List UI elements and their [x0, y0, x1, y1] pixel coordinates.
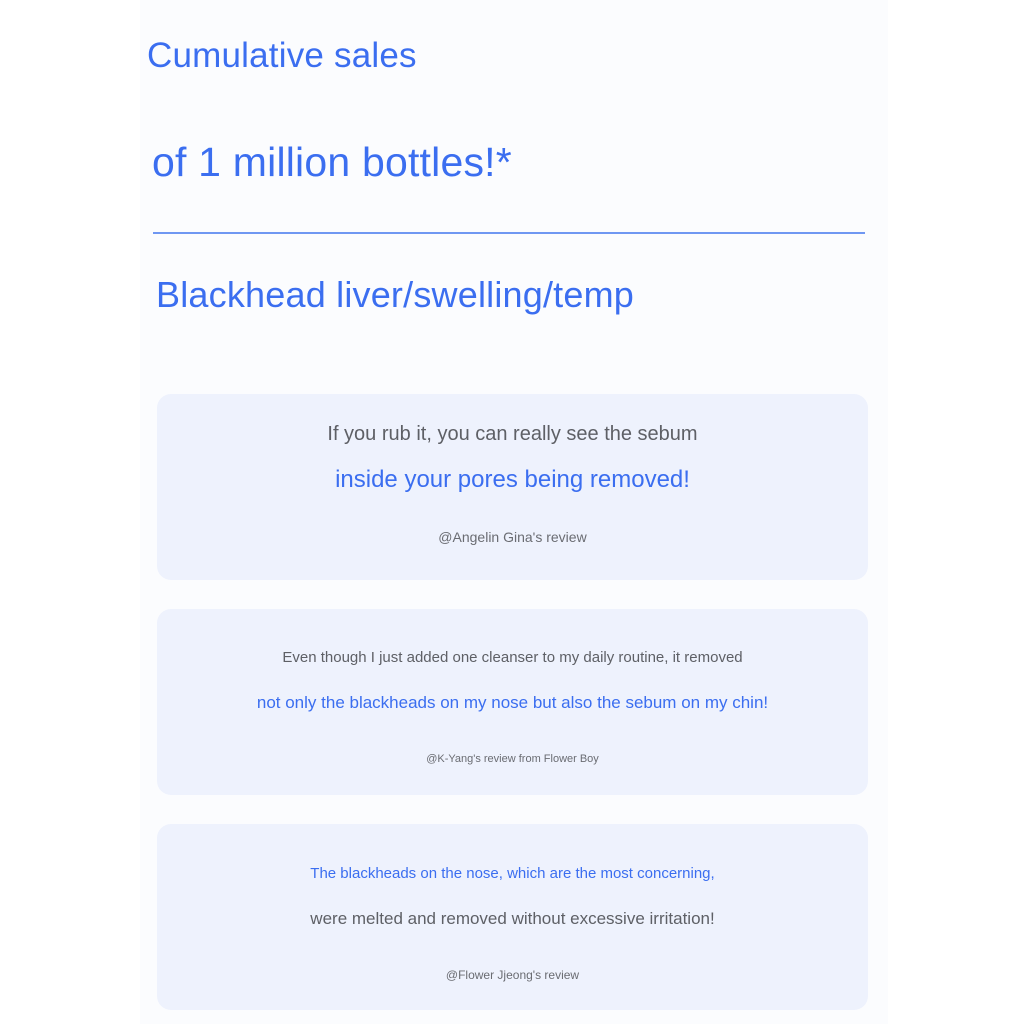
review-text-line: If you rub it, you can really see the sebum [327, 423, 698, 445]
review-author: @K-Yang's review from Flower Boy [426, 753, 599, 765]
review-text-line: Even though I just added one cleanser to my daily routine, it removed [282, 649, 743, 666]
review-highlight-line: inside your pores being removed! [335, 466, 690, 493]
review-card [157, 394, 868, 580]
review-author: @Flower Jjeong's review [445, 968, 580, 982]
headline-sales: Cumulative sales [147, 36, 417, 75]
review-highlight-line: not only the blackheads on my nose but also the sebum on my chin! [256, 693, 769, 712]
review-text-line: were melted and removed without excessive irritation! [310, 909, 715, 928]
review-author: @Angelin Gina's review [438, 529, 587, 545]
headline-bottles: of 1 million bottles!* [152, 139, 512, 185]
review-card [157, 824, 868, 1010]
divider [153, 232, 865, 234]
review-highlight-line: The blackheads on the nose, which are the most concerning, [310, 865, 715, 882]
section-subtitle: Blackhead liver/swelling/temp [156, 274, 635, 315]
review-card [157, 609, 868, 795]
